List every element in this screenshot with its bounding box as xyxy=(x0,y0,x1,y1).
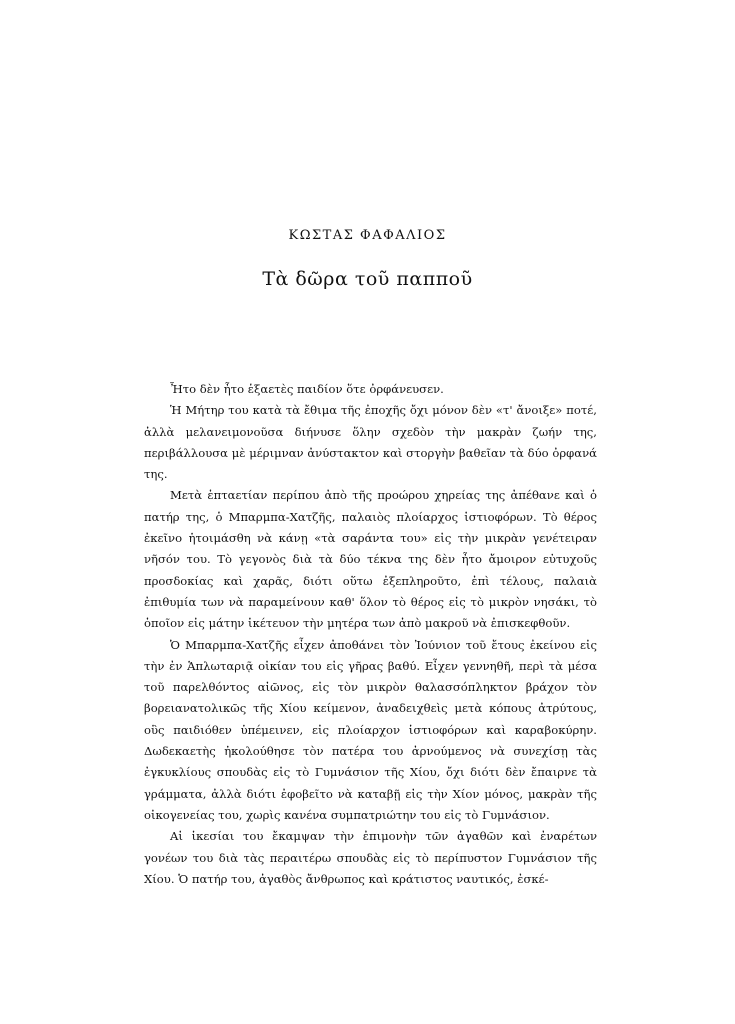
story-title: Τὰ δῶρα τοῦ παπποῦ xyxy=(262,268,473,290)
author-name: ΚΩΣΤΑΣ ΦΑΦΑΛΙΟΣ xyxy=(288,228,447,243)
story-body xyxy=(144,379,597,890)
paragraph: Ἡ Μήτηρ του κατὰ τὰ ἔθιμα τῆς ἐποχῆς ὄχι μόνον δὲν «τ' ἄνοιξε» ποτέ, ἀλλὰ μελανειμονοῦσα διήνυσε ὅλην σχεδὸν τὴν μακρὰν ζωήν της, περιβάλλουσα μὲ μέριμναν ἀνύστακτον καὶ στοργὴν βαθεῖαν τὰ δύο ὀρφανά της. xyxy=(144,403,597,482)
paragraph: Μετὰ ἑπταετίαν περίπου ἀπὸ τῆς προώρου χηρείας της ἀπέθανε καὶ ὁ πατήρ της, ὁ Μπαρμπα-Χατζῆς, παλαιὸς πλοίαρχος ἱστιοφόρων. Τὸ θέρος ἐκεῖνο ἡτοιμάσθη νὰ κάνῃ «τὰ σαράντα του» εἰς τὴν μικρὰν γενέτειραν νῆσόν του. Τὸ γεγονὸς διὰ τὰ δύο τέκνα της δὲν ἦτο ἄμοιρον εὐτυχοῦς προσδοκίας καὶ χαρᾶς, διότι οὕτω ἐξεπληροῦτο, ἐπὶ τέλους, παλαιὰ ἐπιθυμία των νὰ παραμείνουν καθ' ὅλον τὸ θέρος εἰς τὸ μικρὸν νησάκι, τὸ ὁποῖον εἰς μάτην ἱκέτευον τὴν μητέρα των ἀπὸ μακροῦ νὰ ἐπισκεφθοῦν. xyxy=(144,488,597,631)
paragraph: Αἱ ἱκεσίαι του ἔκαμψαν τὴν ἐπιμονὴν τῶν ἀγαθῶν καὶ ἐναρέτων γονέων του διὰ τὰς περαιτέρω σπουδὰς εἰς τὸ περίπυστον Γυμνάσιον τῆς Χίου. Ὁ πατήρ του, ἀγαθὸς ἄνθρωπος καὶ κράτιστος ναυτικός, ἐσκέ- xyxy=(144,829,597,886)
paragraph: Ἦτο δὲν ἦτο ἑξαετὲς παιδίον ὅτε ὀρφάνευσεν. xyxy=(170,382,444,396)
paragraph: Ὁ Μπαρμπα-Χατζῆς εἶχεν ἀποθάνει τὸν Ἰούνιον τοῦ ἔτους ἐκείνου εἰς τὴν ἐν Ἁπλωταριᾷ οἰκίαν του εἰς γῆρας βαθύ. Εἶχεν γεννηθῆ, περὶ τὰ μέσα τοῦ παρελθόντος αἰῶνος, εἰς τὸν μικρὸν θαλασσόπληκτον βράχον τὸν βορειανατολικῶς τῆς Χίου κείμενον, ἀναδειχθεὶς μετὰ κόπους ἀτρύτους, οὓς παιδιόθεν ὑπέμεινεν, εἰς πλοίαρχον ἱστιοφόρων καὶ καραβοκύρην. Δωδεκαετὴς ἠκολούθησε τὸν πατέρα του ἀρνούμενος νὰ συνεχίσῃ τὰς ἐγκυκλίους σπουδὰς εἰς τὸ Γυμνάσιον τῆς Χίου, ὄχι διότι δὲν ἔπαιρνε τὰ γράμματα, ἀλλὰ διότι ἐφοβεῖτο νὰ καταβῇ εἰς τὴν Χίον μόνος, μακρὰν τῆς οἰκογενείας του, χωρὶς κανένα συμπατριώτην του εἰς τὸ Γυμνάσιον. xyxy=(144,637,597,822)
